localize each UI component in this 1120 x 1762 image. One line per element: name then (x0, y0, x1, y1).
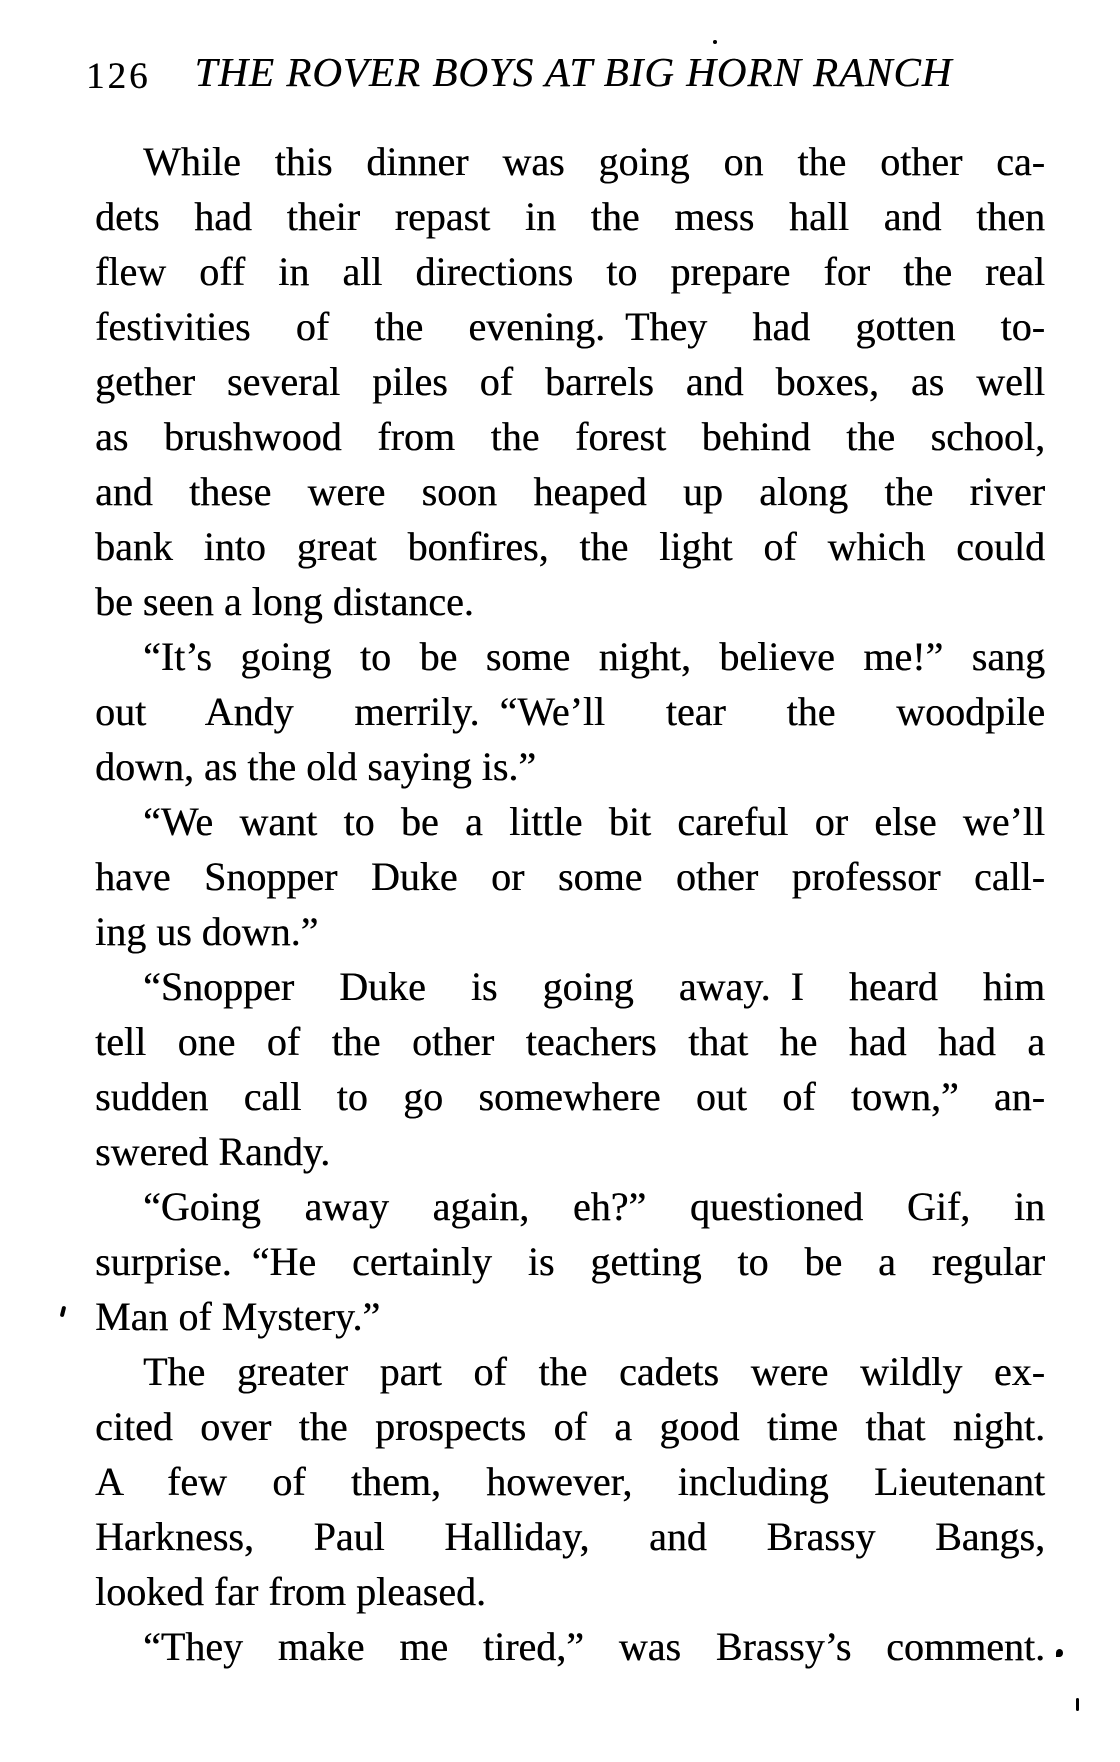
text-line: and these were soon heaped up along the river (95, 469, 1045, 514)
text-line: “Snopper Duke is going away. I heard him (143, 964, 1045, 1009)
paragraph (95, 1179, 1045, 1344)
text-line: flew off in all directions to prepare for the real (95, 249, 1045, 294)
text-line: “They make me tired,” was Brassy’s comment. (143, 1624, 1045, 1669)
page-header (86, 48, 1066, 96)
text-line: out Andy merrily. “We’ll tear the woodpile (95, 689, 1045, 734)
text-line: “We want to be a little bit careful or else we’ll (143, 799, 1045, 844)
text-line: dets had their repast in the mess hall and then (95, 194, 1045, 239)
text-line: Man of Mystery.” (95, 1294, 381, 1339)
scan-speck (60, 1306, 67, 1318)
text-line: gether several piles of barrels and boxes, as well (95, 359, 1045, 404)
text-line: as brushwood from the forest behind the school, (95, 414, 1045, 459)
text-line: cited over the prospects of a good time that night. (95, 1404, 1045, 1449)
text-line: surprise. “He certainly is getting to be a regular (95, 1239, 1045, 1284)
scan-speck (713, 40, 717, 44)
page-number: 126 (86, 56, 151, 97)
text-line: “Going away again, eh?” questioned Gif, in (143, 1184, 1045, 1229)
page-body (95, 134, 1045, 1674)
paragraph (95, 1344, 1045, 1619)
scan-speck (1076, 1698, 1079, 1711)
text-line: festivities of the evening. They had gotten to- (95, 304, 1045, 349)
text-line: While this dinner was going on the other ca- (143, 139, 1045, 184)
text-line: tell one of the other teachers that he had had a (95, 1019, 1045, 1064)
text-line: looked far from pleased. (95, 1569, 486, 1614)
text-line: A few of them, however, including Lieutenant (95, 1459, 1045, 1504)
text-line: sudden call to go somewhere out of town,” an- (95, 1074, 1045, 1119)
text-line: down, as the old saying is.” (95, 744, 537, 789)
running-title: THE ROVER BOYS AT BIG HORN RANCH (194, 49, 953, 95)
text-line: “It’s going to be some night, believe me!” sang (143, 634, 1045, 679)
text-line: swered Randy. (95, 1129, 331, 1174)
paragraph (95, 1619, 1045, 1674)
scan-speck (1056, 1649, 1063, 1657)
text-line: ing us down.” (95, 909, 319, 954)
paragraph (95, 134, 1045, 629)
text-line: Harkness, Paul Halliday, and Brassy Bangs, (95, 1514, 1045, 1559)
text-line: The greater part of the cadets were wildly ex- (143, 1349, 1045, 1394)
paragraph (95, 959, 1045, 1179)
text-line: bank into great bonfires, the light of which could (95, 524, 1045, 569)
text-line: have Snopper Duke or some other professor call- (95, 854, 1045, 899)
paragraph (95, 629, 1045, 794)
text-line: be seen a long distance. (95, 579, 474, 624)
paragraph (95, 794, 1045, 959)
